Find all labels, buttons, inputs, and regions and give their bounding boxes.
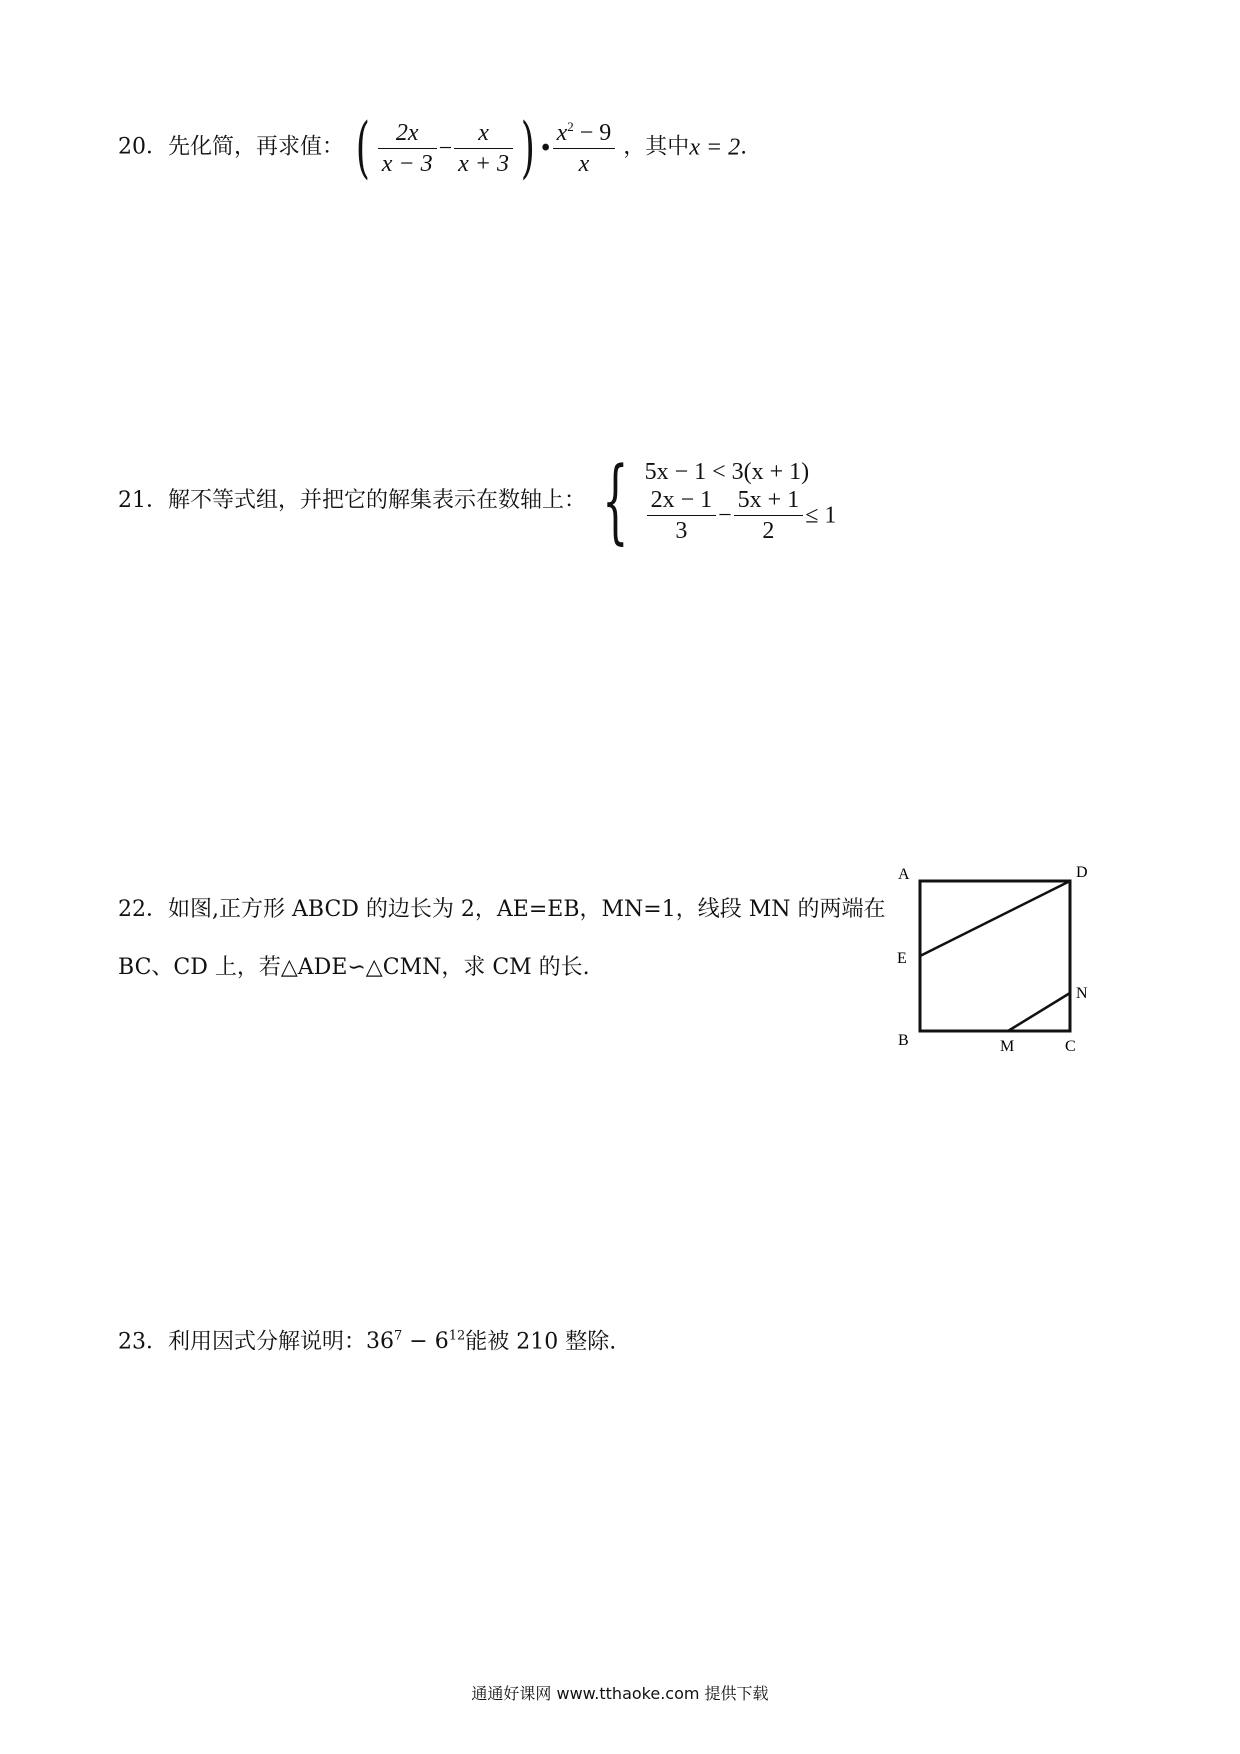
q21-frac1-den: 3 [675, 517, 688, 544]
q21-minus: − [718, 502, 732, 528]
q20-expression [344, 109, 623, 186]
q21-frac1-num: 2x − 1 [647, 488, 717, 516]
q23-expression [366, 1329, 465, 1354]
q21-system [645, 460, 837, 543]
segment-mn [1008, 993, 1070, 1031]
q22-line-2: BC、CD 上，若△ADE∽△CMN，求 CM 的长. [118, 955, 590, 980]
q22-text-1: 如图,正方形 ABCD 的边长为 2，AE=EB，MN=1，线段 MN 的两端在 [168, 897, 886, 922]
label-d: D [1076, 864, 1088, 881]
label-b: B [898, 1032, 909, 1049]
q20-minus: − [438, 135, 453, 161]
q20-frac3 [553, 120, 616, 176]
q20-frac2-num: x [454, 121, 513, 149]
q21-relation: ≤ 1 [805, 502, 837, 528]
q21-frac2-den: 2 [762, 517, 775, 544]
q23-base-1: 36 [366, 1329, 395, 1355]
q20-frac1 [378, 121, 437, 176]
q20-prompt: 先化简，再求值： [168, 134, 345, 160]
q20-frac3-base: x [556, 120, 568, 146]
q23-minus: − [402, 1329, 435, 1355]
q20-frac1-den: x − 3 [381, 150, 433, 177]
label-a: A [898, 866, 910, 883]
q23-base-2: 6 [434, 1329, 449, 1355]
q20-frac2 [454, 121, 513, 176]
q23-tail: 能被 210 整除. [465, 1329, 617, 1355]
q22-number: 22． [118, 897, 168, 922]
q20-left-paren: ( [355, 109, 370, 186]
label-n: N [1076, 985, 1088, 1002]
q21-number: 21． [118, 488, 168, 513]
q21-inequality-1: 5x − 1 < 3(x + 1) [644, 458, 810, 485]
q20-frac3-tail: − 9 [573, 120, 612, 146]
q22-line-1 [118, 881, 885, 939]
q20-condition: x = 2 [689, 134, 741, 161]
q20-right-paren: ) [520, 109, 535, 186]
question-23 [118, 1330, 616, 1353]
q21-prompt: 解不等式组，并把它的解集表示在数轴上： [168, 488, 587, 513]
q21-brace: { [602, 447, 629, 554]
square-abcd [920, 881, 1070, 1031]
q20-dot: • [540, 132, 551, 163]
q23-prompt: 利用因式分解说明： [168, 1329, 367, 1355]
q23-exp-2: 12 [448, 1329, 466, 1344]
q23-number: 23． [118, 1329, 168, 1355]
question-22 [118, 881, 885, 997]
q23-exp-1: 7 [394, 1329, 403, 1344]
q21-frac2-num: 5x + 1 [734, 488, 804, 516]
segment-ed [920, 881, 1070, 956]
q20-number: 20． [118, 134, 168, 160]
q22-figure [890, 860, 1100, 1060]
q20-frac1-num: 2x [378, 121, 437, 149]
label-m: M [1000, 1038, 1015, 1055]
page-footer: 通通好课网 www.tthaoke.com 提供下载 [471, 1684, 769, 1703]
question-20 [118, 109, 748, 186]
q20-tail: ，其中 [623, 134, 690, 160]
q20-frac3-exp: 2 [567, 119, 574, 134]
q20-period: . [740, 134, 748, 160]
question-21 [118, 447, 837, 554]
label-c: C [1065, 1038, 1076, 1055]
q20-frac2-den: x + 3 [458, 150, 510, 177]
q21-inequality-2 [645, 488, 837, 543]
label-e: E [897, 950, 907, 967]
q20-frac3-den: x [578, 151, 590, 177]
